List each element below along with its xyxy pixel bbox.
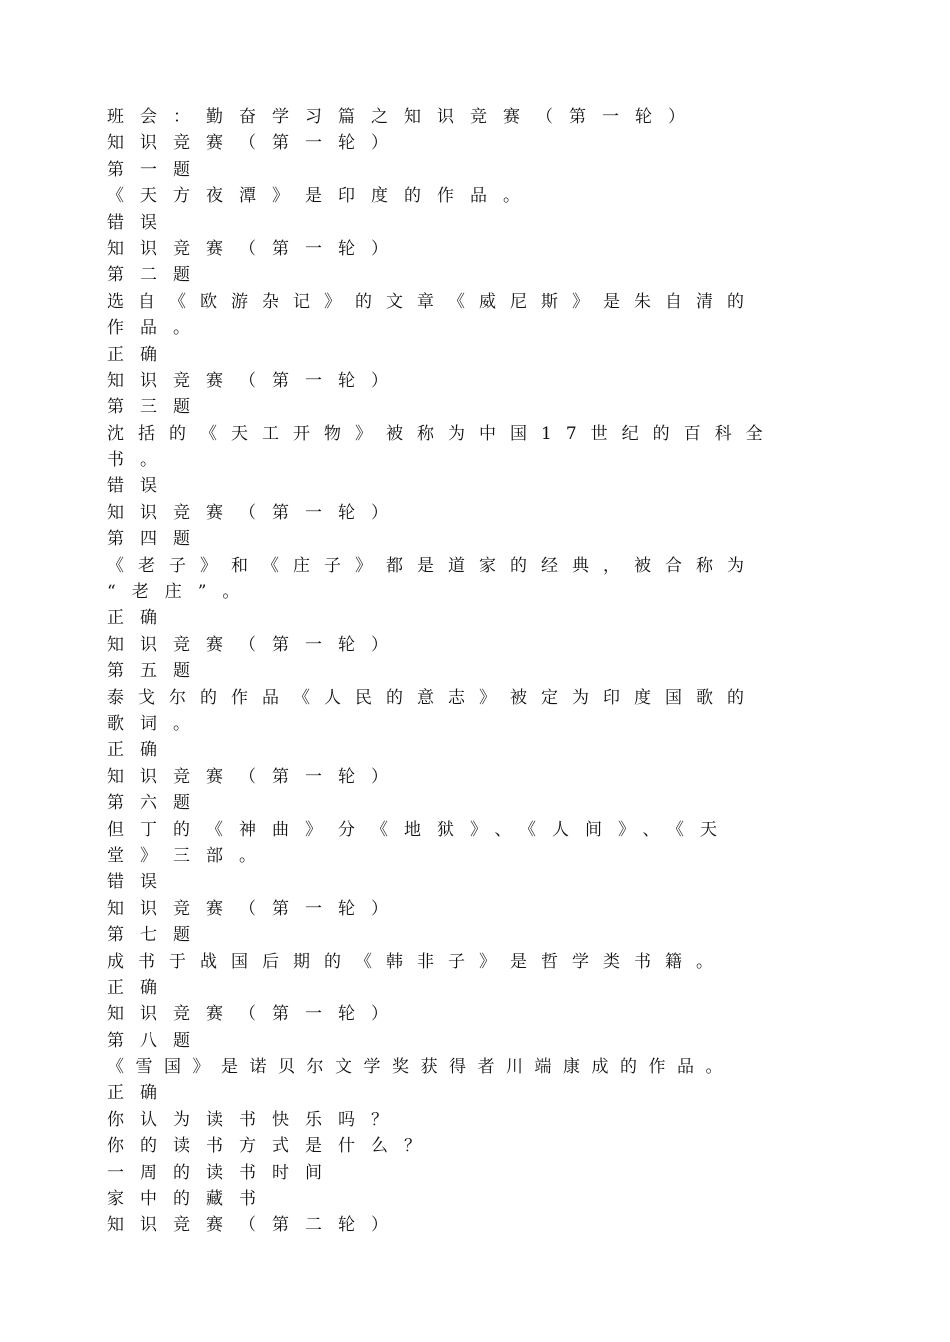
answer-text: 正确 (107, 1083, 173, 1104)
section-heading: 知识竞赛（第一轮） (107, 766, 404, 787)
survey-question: 一周的读书时间 (107, 1162, 338, 1183)
question-number: 第二题 (107, 265, 206, 286)
section-heading: 知识竞赛（第一轮） (107, 634, 404, 655)
section-heading: 知识竞赛（第一轮） (107, 1004, 404, 1025)
question-text-continued: 作品。 (107, 318, 206, 339)
answer-text: 错误 (107, 476, 173, 497)
section-heading: 知识竞赛（第一轮） (107, 898, 404, 919)
section-heading: 知识竞赛（第一轮） (107, 502, 404, 523)
answer-text: 错误 (107, 872, 173, 893)
survey-question: 你的读书方式是什么？ (107, 1136, 437, 1157)
section-heading: 知识竞赛（第一轮） (107, 370, 404, 391)
question-text: 《雪国》是诺贝尔文学奖获得者川端康成的作品。 (107, 1057, 734, 1078)
question-text-continued: “老庄”。 (107, 582, 256, 603)
answer-text: 正确 (107, 608, 173, 629)
question-number: 第八题 (107, 1030, 206, 1051)
question-number: 第七题 (107, 925, 206, 946)
question-text: 泰戈尔的作品《人民的意志》被定为印度国歌的 (107, 687, 758, 708)
page-title: 班会：勤奋学习篇之知识竞赛（第一轮） (107, 107, 701, 127)
question-number: 第三题 (107, 397, 206, 418)
section-heading: 知识竞赛（第一轮） (107, 238, 404, 259)
question-text-continued: 书。 (107, 450, 173, 471)
question-number: 第六题 (107, 793, 206, 814)
question-text: 选自《欧游杂记》的文章《威尼斯》是朱自清的 (107, 291, 758, 312)
answer-text: 正确 (107, 977, 173, 998)
question-text: 成书于战国后期的《韩非子》是哲学类书籍。 (107, 951, 727, 972)
question-number: 第五题 (107, 661, 206, 682)
answer-text: 正确 (107, 344, 173, 365)
question-text: 《老子》和《庄子》都是道家的经典，被合称为 (107, 555, 758, 576)
section-heading: 知识竞赛（第一轮） (107, 133, 404, 154)
question-text: 沈括的《天工开物》被称为中国17世纪的百科全 (107, 423, 777, 444)
section-heading: 知识竞赛（第二轮） (107, 1215, 404, 1236)
question-text: 但丁的《神曲》分《地狱》、《人间》、《天 (107, 819, 733, 840)
survey-question: 家中的藏书 (107, 1189, 272, 1210)
document-body (107, 104, 842, 1239)
question-number: 第四题 (107, 529, 206, 550)
question-number: 第一题 (107, 159, 206, 180)
question-text-continued: 歌词。 (107, 713, 206, 734)
answer-text: 错误 (107, 212, 173, 233)
question-text: 《天方夜潭》是印度的作品。 (107, 186, 536, 207)
answer-text: 正确 (107, 740, 173, 761)
survey-question: 你认为读书快乐吗？ (107, 1109, 404, 1130)
question-text-continued: 堂》三部。 (107, 845, 272, 866)
